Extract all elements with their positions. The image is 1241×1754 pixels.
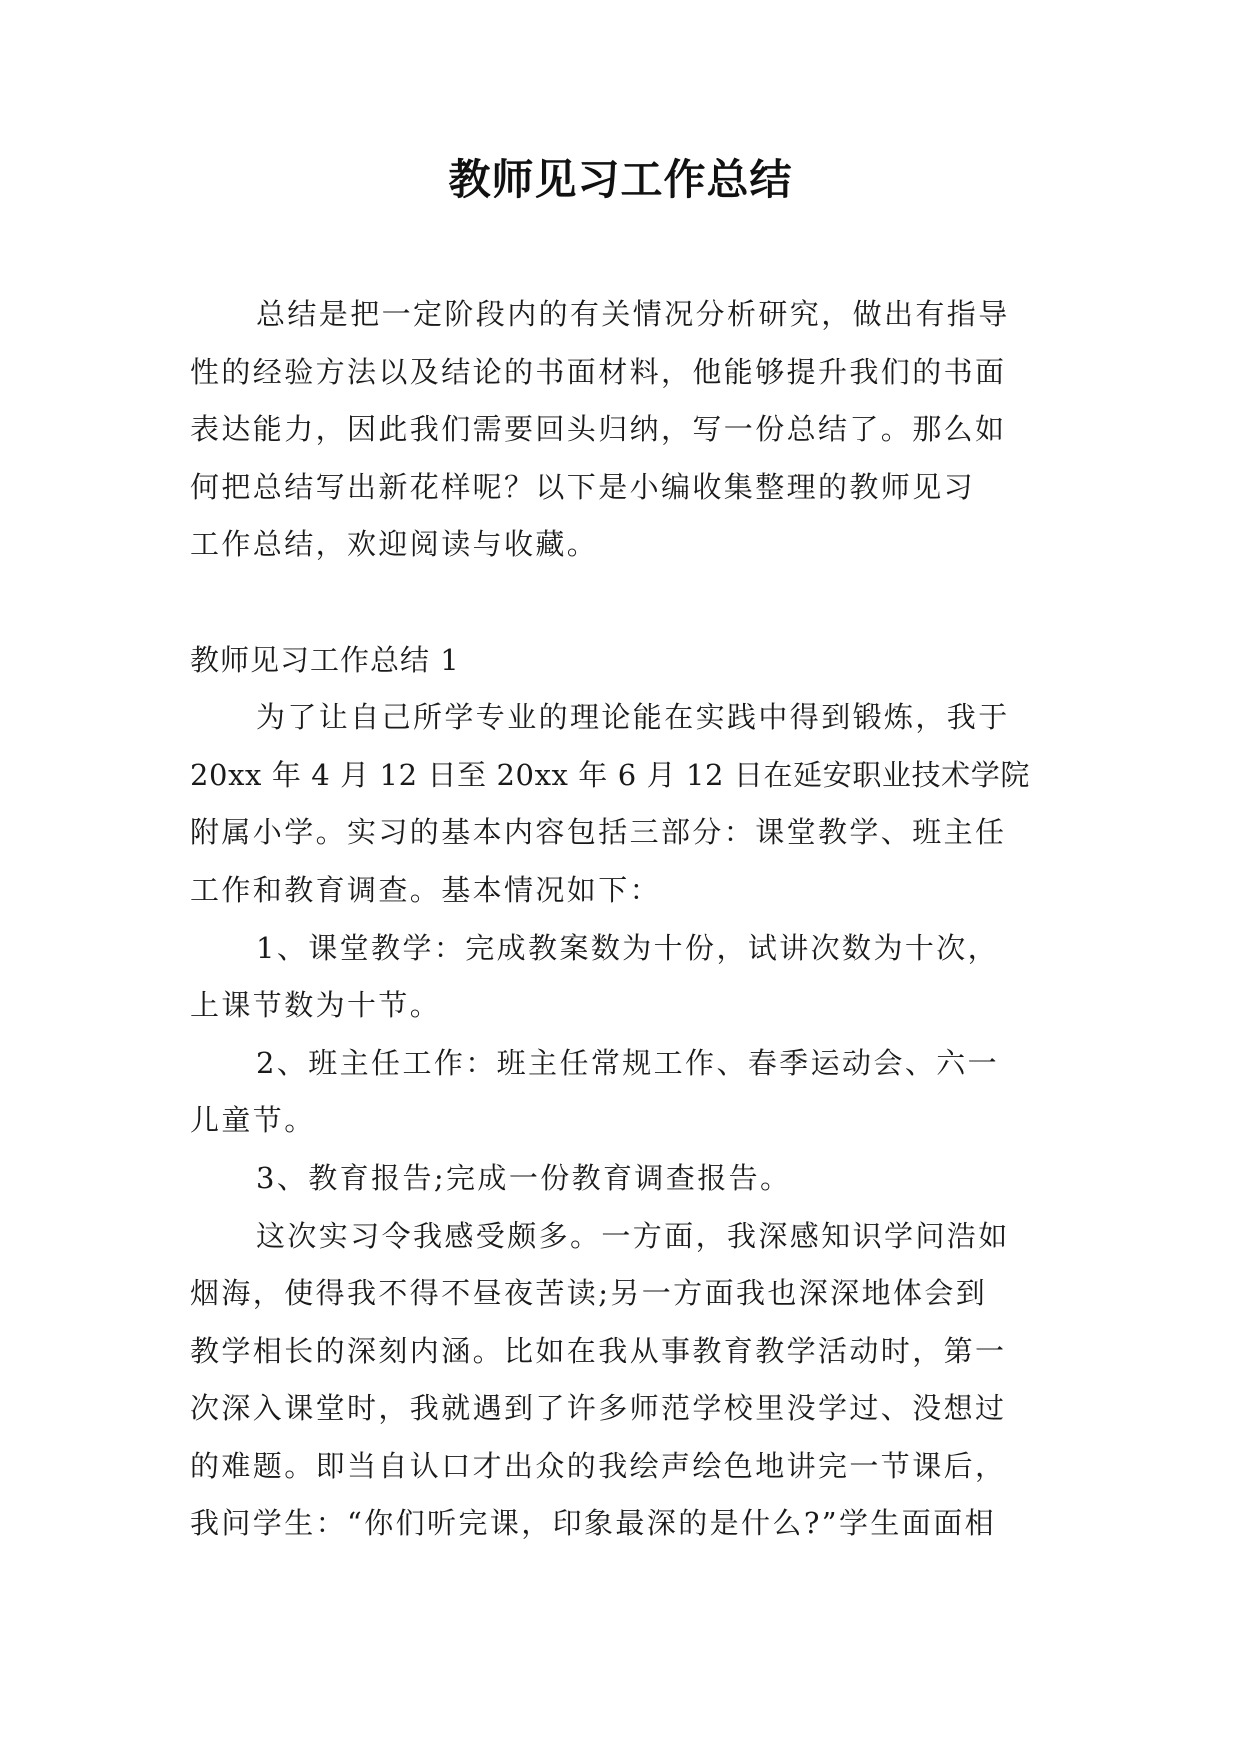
text-line: 总结是把一定阶段内的有关情况分析研究，做出有指导 (256, 297, 1010, 331)
text-line: 20xx 年 4 月 12 日至 20xx 年 6 月 12 日在延安职业技术学院 (190, 757, 1030, 792)
text-line: 1、课堂教学：完成教案数为十份，试讲次数为十次， (256, 930, 1000, 965)
document-body (190, 286, 1060, 1553)
text-line: 的难题。即当自认口才出众的我绘声绘色地讲完一节课后， (190, 1448, 1007, 1483)
text-line: 教学相长的深刻内涵。比如在我从事教育教学活动时，第一 (190, 1333, 1007, 1368)
text-line: 我问学生：“你们听完课，印象最深的是什么?”学生面面相 (190, 1506, 997, 1541)
text-line: 2、班主任工作：班主任常规工作、春季运动会、六一 (256, 1045, 1000, 1080)
text-line: 表达能力，因此我们需要回头归纳，写一份总结了。那么如 (190, 412, 1007, 447)
text-line: 为了让自己所学专业的理论能在实践中得到锻炼，我于 (256, 700, 1010, 735)
text-line: 性的经验方法以及结论的书面材料，他能够提升我们的书面 (190, 354, 1007, 389)
paragraph (190, 689, 1060, 919)
text-line: 工作总结，欢迎阅读与收藏。 (190, 527, 599, 562)
text-line: 这次实习令我感受颇多。一方面，我深感知识学问浩如 (256, 1218, 1010, 1253)
text-line: 儿童节。 (190, 1103, 316, 1138)
text-line: 何把总结写出新花样呢？以下是小编收集整理的教师见习 (190, 469, 976, 504)
blank-line (190, 574, 1060, 632)
text-line: 烟海，使得我不得不昼夜苦读;另一方面我也深深地体会到 (190, 1276, 988, 1311)
text-line: 工作和教育调查。基本情况如下： (190, 872, 662, 907)
text-line: 3、教育报告;完成一份教育调查报告。 (256, 1160, 792, 1195)
paragraph (190, 1208, 1060, 1554)
text-line: 附属小学。实习的基本内容包括三部分：课堂教学、班主任 (190, 815, 1007, 850)
section-heading: 教师见习工作总结 1 (190, 642, 460, 677)
text-line: 次深入课堂时，我就遇到了许多师范学校里没学过、没想过 (190, 1391, 1007, 1426)
list-item (190, 920, 1060, 1035)
list-item (190, 1035, 1060, 1150)
list-item (190, 1150, 1060, 1208)
intro-paragraph (190, 286, 1060, 574)
text-line: 上课节数为十节。 (190, 988, 442, 1023)
document-title: 教师见习工作总结 (448, 155, 793, 204)
